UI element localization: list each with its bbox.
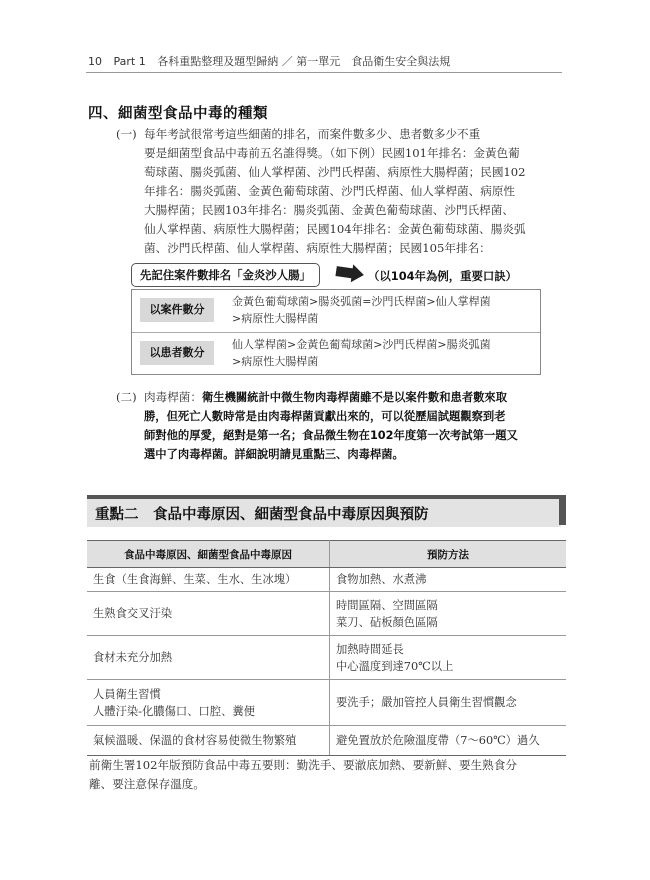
ranking-line: 金黃色葡萄球菌>腸炎弧菌=沙門氏桿菌>仙人掌桿菌 — [232, 295, 491, 308]
item-label: (一) — [116, 127, 137, 141]
cell-line: 氣候溫暖、保溫的食材容易使微生物繁殖 — [93, 734, 297, 747]
table-row — [87, 726, 566, 756]
bold-text: 勝，但死亡人數時常是由肉毒桿菌貢獻出來的，可以從歷屆試題觀察到老 — [144, 410, 506, 423]
text-line: 萄球菌、腸炎弧菌、仙人掌桿菌、沙門氏桿菌、病原性大腸桿菌；民國102 — [144, 165, 526, 179]
text-line — [144, 388, 564, 407]
cell-line: 避免置放於危險溫度帶（7～60℃）過久 — [336, 734, 540, 747]
ranking-text — [232, 336, 534, 370]
ranking-row — [132, 332, 540, 375]
keypoint-banner — [87, 495, 561, 527]
cell-line: 菜刀、砧板顏色區隔 — [336, 615, 438, 629]
prevention-cell — [330, 726, 567, 756]
ranking-box — [131, 289, 541, 375]
text-line: 年排名：腸炎弧菌、金黃色葡萄球菌、沙門氏桿菌、仙人掌桿菌、病原性 — [144, 184, 516, 198]
table-row — [87, 636, 566, 680]
cell-line: 食材未充分加熱 — [93, 651, 173, 664]
cell-line: 食物加熱、水煮沸 — [336, 573, 427, 586]
cell-line: 加熱時間延長 — [336, 642, 404, 656]
prevention-cell — [330, 568, 567, 592]
cause-cell — [87, 592, 330, 636]
paragraph-item-1 — [116, 125, 564, 258]
column-header: 食品中毒原因、細菌型食品中毒原因 — [87, 541, 330, 568]
text-line — [144, 407, 564, 426]
prevention-cell — [330, 592, 567, 636]
header-title: 各科重點整理及題型歸納 ／ 第一單元 食品衛生安全與法規 — [157, 55, 451, 68]
prevention-table — [87, 540, 566, 756]
ranking-line: >病原性大腸桿菌 — [232, 355, 319, 368]
page-number: 10 — [88, 55, 102, 68]
header-divider — [86, 72, 562, 73]
prevention-cell — [330, 680, 567, 726]
text-line: 每年考試很常考這些細菌的排名，而案件數多少、患者數多少不重 — [144, 127, 481, 141]
text-line: 離、要注意保存溫度。 — [89, 777, 205, 791]
cause-cell — [87, 568, 330, 592]
cell-line: 人員衛生習慣 — [93, 687, 161, 701]
ranking-line: 仙人掌桿菌>金黃色葡萄球菌>沙門氏桿菌>腸炎弧菌 — [232, 338, 491, 351]
item-lead: 肉毒桿菌： — [144, 390, 202, 404]
cell-line: 要洗手；嚴加管控人員衛生習慣觀念 — [336, 696, 517, 709]
table-row — [87, 592, 566, 636]
ranking-line: >病原性大腸桿菌 — [232, 312, 319, 325]
ranking-tag: 以患者數分 — [140, 341, 214, 365]
mnemonic-label: 先記住案件數排名「金炎沙人腸」 — [131, 263, 320, 287]
cell-line: 生熟食交叉汙染 — [93, 607, 173, 620]
paragraph-item-2 — [116, 388, 564, 464]
column-header: 預防方法 — [330, 541, 567, 568]
part-label: Part 1 — [113, 55, 146, 68]
bold-text: 師對他的厚愛，絕對是第一名；食品微生物在102年度第一次考試第一題又 — [144, 429, 518, 442]
text-line: 大腸桿菌；民國103年排名：腸炎弧菌、金黃色葡萄球菌、沙門氏桿菌、 — [144, 203, 514, 217]
text-line: 前衛生署102年版預防食品中毒五要則：勤洗手、要澈底加熱、要新鮮、要生熟食分 — [89, 758, 517, 772]
cause-cell — [87, 636, 330, 680]
cause-cell — [87, 680, 330, 726]
arrow-right-icon — [334, 264, 366, 286]
cause-cell — [87, 726, 330, 756]
cell-line: 中心溫度到達70℃以上 — [336, 659, 454, 673]
running-header — [88, 53, 450, 69]
ranking-row — [132, 290, 540, 332]
prevention-cell — [330, 636, 567, 680]
closing-paragraph — [89, 756, 565, 794]
item-label: (二) — [116, 390, 137, 404]
table-header-row — [87, 541, 566, 568]
text-line — [144, 445, 564, 464]
ranking-text — [232, 293, 534, 327]
cell-line: 時間區隔、空間區隔 — [336, 598, 438, 612]
keypoint-title: 重點二 食品中毒原因、細菌型食品中毒原因與預防 — [95, 507, 429, 523]
cell-line: 生食（生食海鮮、生菜、生水、生冰塊） — [93, 573, 297, 586]
text-line: 要是細菌型食品中毒前五名誰得獎。（如下例）民國101年排名：金黃色葡 — [144, 146, 520, 160]
text-line: 仙人掌桿菌、病原性大腸桿菌；民國104年排名：金黃色葡萄球菌、腸炎弧 — [144, 222, 526, 236]
section-title: 四、細菌型食品中毒的種類 — [88, 106, 268, 122]
table-row — [87, 568, 566, 592]
banner-shadow — [559, 495, 566, 525]
ranking-tag: 以案件數分 — [140, 298, 214, 322]
bold-text: 選中了肉毒桿菌。詳細說明請見重點三、肉毒桿菌。 — [144, 448, 404, 461]
text-line: 菌、沙門氏桿菌、仙人掌桿菌、病原性大腸桿菌；民國105年排名： — [144, 241, 491, 255]
cell-line: 人體汙染-化膿傷口、口腔、糞便 — [93, 704, 255, 718]
table-row — [87, 680, 566, 726]
bold-text: 衛生機關統計中微生物肉毒桿菌雖不是以案件數和患者數來取 — [201, 391, 508, 404]
mnemonic-note: （以104年為例，重要口訣） — [368, 269, 518, 283]
text-line — [144, 426, 564, 445]
